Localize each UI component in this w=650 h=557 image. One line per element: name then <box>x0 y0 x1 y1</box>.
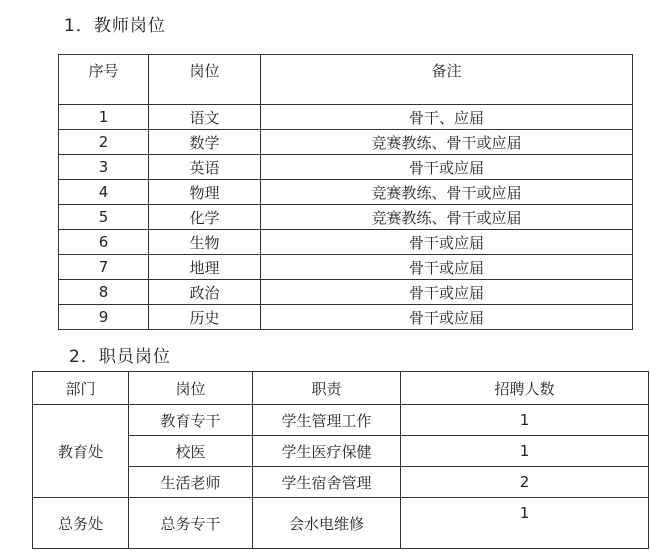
row-note: 骨干或应届 <box>261 280 633 305</box>
row-count: 1 <box>401 405 649 436</box>
row-number: 5 <box>59 205 149 230</box>
row-post: 化学 <box>149 205 261 230</box>
row-note: 骨干或应届 <box>261 255 633 280</box>
row-post: 政治 <box>149 280 261 305</box>
column-header-post: 岗位 <box>149 55 261 105</box>
column-header-dept: 部门 <box>33 372 129 405</box>
row-post: 地理 <box>149 255 261 280</box>
row-note: 竞赛教练、骨干或应届 <box>261 180 633 205</box>
column-header-duty: 职责 <box>253 372 401 405</box>
row-duty: 学生宿舍管理 <box>253 467 401 498</box>
row-number: 3 <box>59 155 149 180</box>
row-note: 骨干或应届 <box>261 155 633 180</box>
row-post: 历史 <box>149 305 261 330</box>
section1-heading: 1．教师岗位 <box>64 16 166 36</box>
row-note: 骨干或应届 <box>261 230 633 255</box>
table-row <box>59 105 633 130</box>
table-row <box>59 205 633 230</box>
row-duty: 学生管理工作 <box>253 405 401 436</box>
table-header-row <box>33 372 649 405</box>
table-row <box>33 405 649 436</box>
row-dept: 教育处 <box>33 405 129 498</box>
table-row <box>59 155 633 180</box>
row-note: 竞赛教练、骨干或应届 <box>261 130 633 155</box>
row-post: 生物 <box>149 230 261 255</box>
table-row <box>59 180 633 205</box>
row-count: 2 <box>401 467 649 498</box>
row-number: 4 <box>59 180 149 205</box>
row-duty: 会水电维修 <box>253 498 401 549</box>
row-count: 1 <box>401 436 649 467</box>
row-post: 英语 <box>149 155 261 180</box>
teacher-posts-table <box>58 54 633 330</box>
row-number: 1 <box>59 105 149 130</box>
row-post: 总务专干 <box>129 498 253 549</box>
row-number: 9 <box>59 305 149 330</box>
staff-posts-table <box>32 371 649 549</box>
table-row <box>59 280 633 305</box>
row-post: 生活老师 <box>129 467 253 498</box>
row-number: 8 <box>59 280 149 305</box>
row-number: 6 <box>59 230 149 255</box>
row-post: 物理 <box>149 180 261 205</box>
row-note: 骨干、应届 <box>261 105 633 130</box>
column-header-count: 招聘人数 <box>401 372 649 405</box>
table-row <box>59 255 633 280</box>
row-post: 数学 <box>149 130 261 155</box>
table-header-row <box>59 55 633 105</box>
column-header-no: 序号 <box>59 55 149 105</box>
row-post: 语文 <box>149 105 261 130</box>
row-post: 校医 <box>129 436 253 467</box>
table-row <box>33 498 649 549</box>
row-post: 教育专干 <box>129 405 253 436</box>
row-dept: 总务处 <box>33 498 129 549</box>
row-duty: 学生医疗保健 <box>253 436 401 467</box>
section2-heading: 2．职员岗位 <box>69 347 171 367</box>
row-count: 1 <box>401 498 649 549</box>
row-note: 竞赛教练、骨干或应届 <box>261 205 633 230</box>
row-note: 骨干或应届 <box>261 305 633 330</box>
table-row <box>59 130 633 155</box>
table-row <box>59 230 633 255</box>
row-number: 2 <box>59 130 149 155</box>
row-number: 7 <box>59 255 149 280</box>
column-header-post: 岗位 <box>129 372 253 405</box>
column-header-note: 备注 <box>261 55 633 105</box>
table-row <box>59 305 633 330</box>
